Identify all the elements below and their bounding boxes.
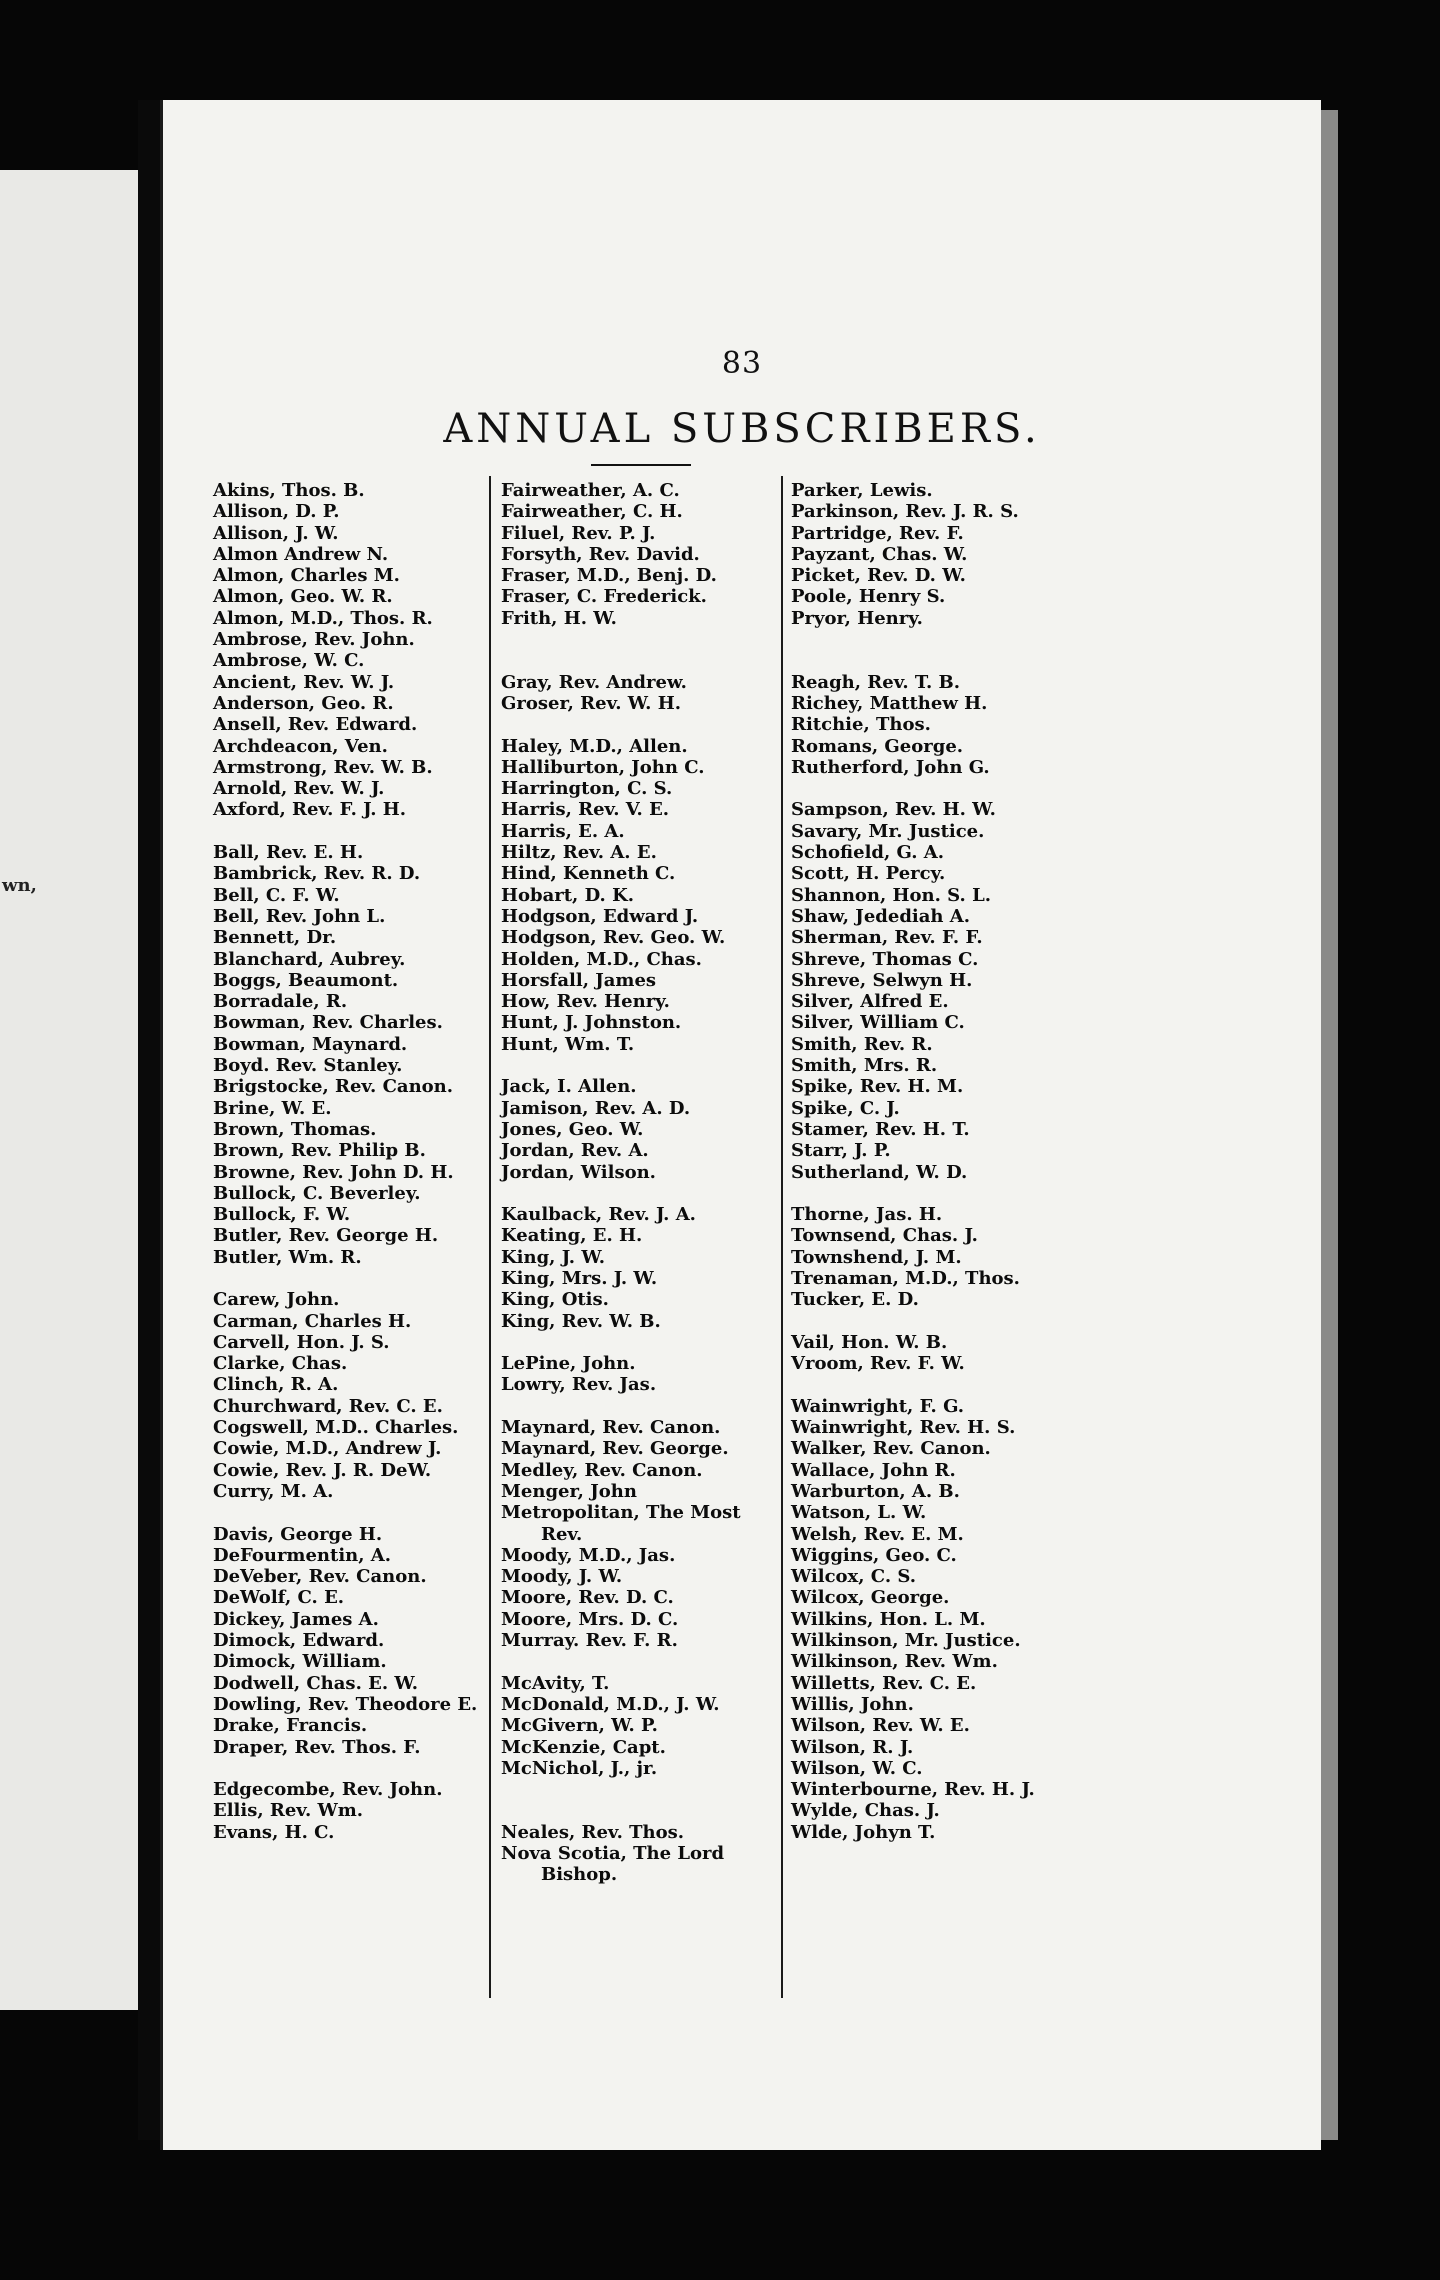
subscriber-entry: Walker, Rev. Canon.: [791, 1438, 991, 1460]
subscriber-entry: Brown, Thomas.: [213, 1118, 377, 1140]
subscriber-entry: Silver, William C.: [791, 1012, 965, 1034]
subscriber-entry: Cogswell, M.D.. Charles.: [213, 1417, 459, 1439]
subscriber-entry: Thorne, Jas. H.: [791, 1204, 943, 1226]
subscriber-entry: Holden, M.D., Chas.: [501, 948, 702, 970]
subscriber-entry: King, Mrs. J. W.: [501, 1267, 658, 1289]
subscriber-entry: Jack, I. Allen.: [501, 1076, 637, 1098]
subscriber-entry: Cowie, Rev. J. R. DeW.: [213, 1459, 432, 1481]
subscriber-entry: Trenaman, M.D., Thos.: [791, 1267, 1020, 1289]
subscriber-entry: Clinch, R. A.: [213, 1374, 339, 1396]
subscriber-entry: Ambrose, W. C.: [213, 650, 365, 672]
subscriber-entry: Jordan, Wilson.: [501, 1161, 656, 1183]
subscriber-entry: Hiltz, Rev. A. E.: [501, 842, 657, 864]
subscriber-entry: Ellis, Rev. Wm.: [213, 1800, 364, 1822]
subscriber-entry: Hodgson, Rev. Geo. W.: [501, 927, 726, 949]
subscriber-entry: Jordan, Rev. A.: [501, 1140, 649, 1162]
subscriber-entry-continuation: Rev.: [541, 1523, 583, 1545]
subscriber-entry: Brigstocke, Rev. Canon.: [213, 1076, 454, 1098]
subscriber-entry: Curry, M. A.: [213, 1480, 334, 1502]
subscriber-entry: Forsyth, Rev. David.: [501, 543, 700, 565]
subscriber-entry: Sutherland, W. D.: [791, 1161, 968, 1183]
subscriber-entry: Butler, Rev. George H.: [213, 1225, 439, 1247]
subscriber-entry: Churchward, Rev. C. E.: [213, 1395, 443, 1417]
subscriber-entry: Menger, John: [501, 1480, 637, 1502]
section-gap: [501, 650, 781, 671]
subscriber-entry: Gray, Rev. Andrew.: [501, 671, 687, 693]
subscriber-entry: Wiggins, Geo. C.: [791, 1544, 957, 1566]
subscriber-entry: Wilson, R. J.: [791, 1736, 914, 1758]
subscriber-entry: DeVeber, Rev. Canon.: [213, 1566, 427, 1588]
subscriber-entry: Wallace, John R.: [791, 1459, 956, 1481]
subscriber-entry: Bullock, C. Beverley.: [213, 1182, 421, 1204]
subscriber-entry: Davis, George H.: [213, 1523, 383, 1545]
subscriber-entry: Harris, E. A.: [501, 820, 625, 842]
subscriber-entry: Maynard, Rev. Canon.: [501, 1417, 721, 1439]
subscriber-entry: Wlde, Johyn T.: [791, 1821, 936, 1843]
section-gap: [213, 1502, 493, 1523]
section-gap: [501, 1800, 781, 1821]
subscriber-entry: Halliburton, John C.: [501, 756, 705, 778]
subscriber-entry: Bell, C. F. W.: [213, 884, 340, 906]
subscriber-entry: Stamer, Rev. H. T.: [791, 1118, 970, 1140]
subscriber-entry: Harrington, C. S.: [501, 778, 673, 800]
subscriber-entry: Ancient, Rev. W. J.: [213, 671, 395, 693]
subscriber-entry: Wilson, W. C.: [791, 1757, 923, 1779]
subscriber-entry: How, Rev. Henry.: [501, 991, 670, 1013]
subscriber-entry: Neales, Rev. Thos.: [501, 1821, 685, 1843]
subscriber-entry: Archdeacon, Ven.: [213, 735, 388, 757]
subscriber-entry: Allison, J. W.: [213, 522, 339, 544]
subscriber-column-2: [501, 480, 781, 1886]
title-underline: [591, 464, 691, 466]
subscriber-entry: Payzant, Chas. W.: [791, 543, 968, 565]
subscriber-entry: Shannon, Hon. S. L.: [791, 884, 991, 906]
subscriber-entry: Wainwright, Rev. H. S.: [791, 1417, 1016, 1439]
subscriber-entry: Wilcox, George.: [791, 1587, 950, 1609]
left-page-fragment: wn,: [2, 875, 37, 896]
subscriber-entry: Sherman, Rev. F. F.: [791, 927, 983, 949]
subscriber-entry: Filuel, Rev. P. J.: [501, 522, 656, 544]
subscriber-entry: Axford, Rev. F. J. H.: [213, 799, 407, 821]
section-gap: [501, 1396, 781, 1417]
subscriber-entry: Carew, John.: [213, 1289, 340, 1311]
subscriber-entry: Almon, Geo. W. R.: [213, 586, 393, 608]
subscriber-entry: Bullock, F. W.: [213, 1204, 351, 1226]
subscriber-entry: Pryor, Henry.: [791, 607, 923, 629]
subscriber-entry: Bowman, Rev. Charles.: [213, 1012, 443, 1034]
subscriber-entry: Wilkins, Hon. L. M.: [791, 1608, 986, 1630]
subscriber-entry: Wylde, Chas. J.: [791, 1800, 940, 1822]
subscriber-entry: Evans, H. C.: [213, 1821, 335, 1843]
section-gap: [213, 1758, 493, 1779]
subscriber-entry: Almon Andrew N.: [213, 543, 389, 565]
subscriber-entry: Fairweather, C. H.: [501, 501, 683, 523]
subscriber-entry: Browne, Rev. John D. H.: [213, 1161, 454, 1183]
subscriber-entry: Reagh, Rev. T. B.: [791, 671, 960, 693]
subscriber-entry: Fairweather, A. C.: [501, 480, 680, 501]
subscriber-entry: Nova Scotia, The Lord: [501, 1843, 725, 1864]
subscriber-entry: Anderson, Geo. R.: [213, 692, 394, 714]
section-gap: [791, 1311, 1091, 1332]
subscriber-entry: DeFourmentin, A.: [213, 1544, 392, 1566]
subscriber-entry: Blanchard, Aubrey.: [213, 948, 406, 970]
subscriber-entry: Haley, M.D., Allen.: [501, 735, 688, 757]
subscriber-entry: Bell, Rev. John L.: [213, 905, 386, 927]
page-edge-shadow: [1318, 110, 1338, 2140]
subscriber-entry: Armstrong, Rev. W. B.: [213, 756, 433, 778]
subscriber-entry: Spike, C. J.: [791, 1097, 900, 1119]
subscriber-entry: Ball, Rev. E. H.: [213, 842, 364, 864]
subscriber-entry: Ambrose, Rev. John.: [213, 629, 415, 651]
subscriber-entry: Wilkinson, Rev. Wm.: [791, 1651, 998, 1673]
subscriber-entry: King, Otis.: [501, 1289, 609, 1311]
subscriber-entry: Butler, Wm. R.: [213, 1246, 362, 1268]
subscriber-entry: Groser, Rev. W. H.: [501, 692, 681, 714]
subscriber-entry: Ansell, Rev. Edward.: [213, 714, 418, 736]
subscriber-entry: Starr, J. P.: [791, 1140, 891, 1162]
book-gutter: [138, 100, 160, 2140]
subscriber-entry: Richey, Matthew H.: [791, 692, 988, 714]
subscriber-entry: Spike, Rev. H. M.: [791, 1076, 964, 1098]
subscriber-entry: Almon, M.D., Thos. R.: [213, 607, 433, 629]
subscriber-entry: Dickey, James A.: [213, 1608, 379, 1630]
subscriber-entry: Willis, John.: [791, 1693, 914, 1715]
subscriber-entry: Edgecombe, Rev. John.: [213, 1779, 443, 1801]
subscriber-entry: Vroom, Rev. F. W.: [791, 1353, 965, 1375]
subscriber-entry: Moore, Mrs. D. C.: [501, 1608, 679, 1630]
subscriber-entry: McKenzie, Capt.: [501, 1736, 666, 1758]
page-number: 83: [721, 346, 763, 381]
section-gap: [213, 1268, 493, 1289]
subscriber-entry: Wilkinson, Mr. Justice.: [791, 1630, 1021, 1652]
subscriber-column-3: [791, 480, 1091, 1843]
subscriber-entry: Bambrick, Rev. R. D.: [213, 863, 421, 885]
subscriber-entry: McDonald, M.D., J. W.: [501, 1693, 720, 1715]
subscriber-entry: Hunt, Wm. T.: [501, 1033, 635, 1055]
subscriber-entry: Borradale, R.: [213, 991, 348, 1013]
subscriber-entry: Frith, H. W.: [501, 607, 617, 629]
subscriber-entry: Schofield, G. A.: [791, 842, 945, 864]
subscriber-entry: Keating, E. H.: [501, 1225, 643, 1247]
subscriber-entry: Poole, Henry S.: [791, 586, 946, 608]
subscriber-entry: Dimock, William.: [213, 1651, 387, 1673]
subscriber-entry: Lowry, Rev. Jas.: [501, 1374, 657, 1396]
subscriber-entry: Shreve, Thomas C.: [791, 948, 979, 970]
subscriber-entry: Willetts, Rev. C. E.: [791, 1672, 977, 1694]
subscriber-entry: Watson, L. W.: [791, 1502, 927, 1524]
left-page-edge: [0, 170, 138, 2010]
subscriber-entry: Moody, M.D., Jas.: [501, 1544, 676, 1566]
subscriber-entry: Fraser, M.D., Benj. D.: [501, 565, 717, 587]
subscriber-entry: Rutherford, John G.: [791, 756, 990, 778]
subscriber-entry: Townsend, Chas. J.: [791, 1225, 978, 1247]
subscriber-entry: Draper, Rev. Thos. F.: [213, 1736, 421, 1758]
subscriber-entry: Bowman, Maynard.: [213, 1033, 408, 1055]
subscriber-entry: Savary, Mr. Justice.: [791, 820, 985, 842]
subscriber-entry: Carman, Charles H.: [213, 1310, 412, 1332]
section-gap: [501, 1332, 781, 1353]
section-gap: [791, 650, 1091, 671]
subscriber-entry: Arnold, Rev. W. J.: [213, 778, 385, 800]
subscriber-entry: Welsh, Rev. E. M.: [791, 1523, 964, 1545]
subscriber-entry: Dowling, Rev. Theodore E.: [213, 1693, 478, 1715]
subscriber-entry: Romans, George.: [791, 735, 964, 757]
subscriber-entry: McAvity, T.: [501, 1672, 610, 1694]
subscriber-entry: Wilcox, C. S.: [791, 1566, 916, 1588]
subscriber-entry: King, Rev. W. B.: [501, 1310, 661, 1332]
subscriber-entry: Partridge, Rev. F.: [791, 522, 964, 544]
subscriber-entry: Silver, Alfred E.: [791, 991, 949, 1013]
subscriber-entry: Townshend, J. M.: [791, 1246, 962, 1268]
subscriber-entry: Hodgson, Edward J.: [501, 905, 699, 927]
subscriber-entry: Tucker, E. D.: [791, 1289, 919, 1311]
column-divider: [781, 476, 783, 1998]
subscriber-entry: Boyd. Rev. Stanley.: [213, 1055, 403, 1077]
subscriber-entry: Moody, J. W.: [501, 1566, 623, 1588]
section-gap: [791, 778, 1091, 799]
subscriber-entry: Moore, Rev. D. C.: [501, 1587, 674, 1609]
subscriber-entry: Scott, H. Percy.: [791, 863, 946, 885]
subscriber-entry: King, J. W.: [501, 1246, 606, 1268]
subscriber-entry: Shaw, Jedediah A.: [791, 905, 970, 927]
subscriber-entry: Smith, Rev. R.: [791, 1033, 933, 1055]
section-gap: [501, 1651, 781, 1672]
subscriber-entry: Cowie, M.D., Andrew J.: [213, 1438, 442, 1460]
section-gap: [213, 821, 493, 842]
subscriber-entry: McGivern, W. P.: [501, 1715, 658, 1737]
subscriber-entry: Kaulback, Rev. J. A.: [501, 1204, 696, 1226]
subscriber-entry: Boggs, Beaumont.: [213, 969, 399, 991]
subscriber-entry: Warburton, A. B.: [791, 1480, 960, 1502]
subscriber-entry: Hobart, D. K.: [501, 884, 635, 906]
subscriber-entry: Sampson, Rev. H. W.: [791, 799, 996, 821]
subscriber-entry: Allison, D. P.: [213, 501, 340, 523]
subscriber-entry: Picket, Rev. D. W.: [791, 565, 966, 587]
subscriber-entry: Parkinson, Rev. J. R. S.: [791, 501, 1019, 523]
document-page: [160, 100, 1321, 2150]
subscriber-entry-continuation: Bishop.: [541, 1864, 618, 1886]
section-gap: [791, 1183, 1091, 1204]
subscriber-entry: Akins, Thos. B.: [213, 480, 365, 501]
subscriber-entry: Bennett, Dr.: [213, 927, 337, 949]
subscriber-column-1: [213, 480, 493, 1843]
subscriber-entry: McNichol, J., jr.: [501, 1757, 658, 1779]
subscriber-entry: Murray. Rev. F. R.: [501, 1630, 678, 1652]
section-gap: [791, 629, 1091, 650]
subscriber-entry: Dimock, Edward.: [213, 1630, 385, 1652]
subscriber-entry: Winterbourne, Rev. H. J.: [791, 1779, 1035, 1801]
section-gap: [501, 629, 781, 650]
subscriber-entry: Brown, Rev. Philip B.: [213, 1140, 426, 1162]
subscriber-entry: Drake, Francis.: [213, 1715, 368, 1737]
subscriber-entry: Horsfall, James: [501, 969, 657, 991]
subscriber-entry: LePine, John.: [501, 1353, 636, 1375]
subscriber-entry: Wilson, Rev. W. E.: [791, 1715, 970, 1737]
subscriber-entry: Smith, Mrs. R.: [791, 1055, 938, 1077]
section-gap: [501, 714, 781, 735]
section-gap: [501, 1779, 781, 1800]
section-gap: [501, 1055, 781, 1076]
subscriber-entry: Brine, W. E.: [213, 1097, 332, 1119]
subscriber-entry: Ritchie, Thos.: [791, 714, 931, 736]
subscriber-entry: Medley, Rev. Canon.: [501, 1459, 703, 1481]
subscriber-entry: Vail, Hon. W. B.: [791, 1331, 948, 1353]
subscriber-entry: Clarke, Chas.: [213, 1353, 348, 1375]
subscriber-entry: Shreve, Selwyn H.: [791, 969, 973, 991]
subscriber-entry: Hunt, J. Johnston.: [501, 1012, 682, 1034]
subscriber-entry: Wainwright, F. G.: [791, 1395, 965, 1417]
subscriber-entry: Almon, Charles M.: [213, 565, 400, 587]
subscriber-entry: Metropolitan, The Most: [501, 1502, 741, 1524]
section-gap: [791, 1374, 1091, 1395]
subscriber-entry: Carvell, Hon. J. S.: [213, 1331, 390, 1353]
page-title: ANNUAL SUBSCRIBERS.: [443, 406, 1041, 452]
subscriber-entry: Harris, Rev. V. E.: [501, 799, 670, 821]
subscriber-entry: Fraser, C. Frederick.: [501, 586, 707, 608]
subscriber-entry: Jamison, Rev. A. D.: [501, 1097, 691, 1119]
subscriber-entry: Hind, Kenneth C.: [501, 863, 676, 885]
subscriber-entry: Maynard, Rev. George.: [501, 1438, 729, 1460]
subscriber-entry: Dodwell, Chas. E. W.: [213, 1672, 419, 1694]
subscriber-entry: Parker, Lewis.: [791, 480, 933, 501]
subscriber-entry: Jones, Geo. W.: [501, 1118, 644, 1140]
subscriber-entry: DeWolf, C. E.: [213, 1587, 345, 1609]
section-gap: [501, 1183, 781, 1204]
